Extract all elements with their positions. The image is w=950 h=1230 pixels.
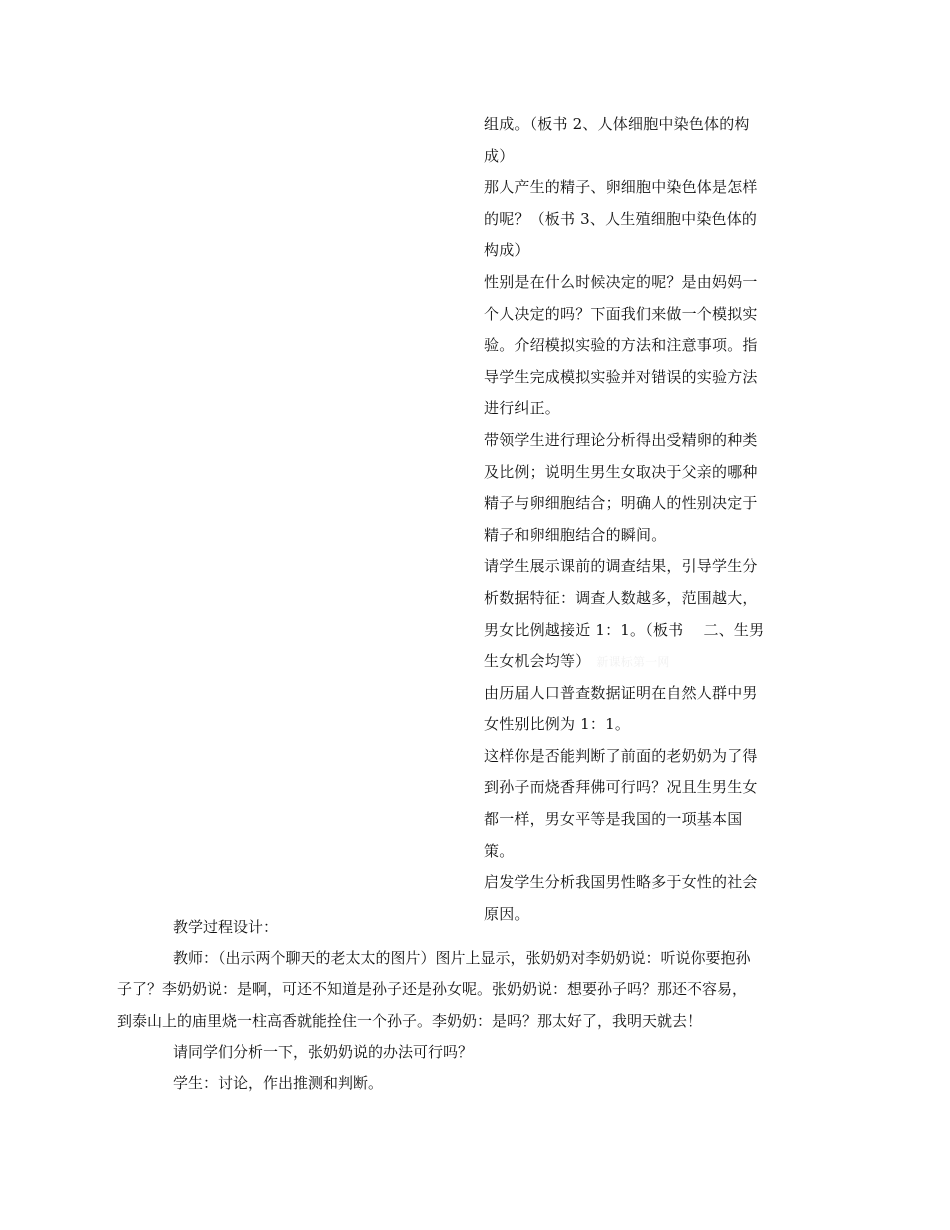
paragraph-line: 教师：（出示两个聊天的老太太的图片）图片上显示，张奶奶对李奶奶说：听说你要抱孙 [173, 949, 751, 968]
column-line: 精子与卵细胞结合；明确人的性别决定于 [484, 494, 758, 513]
column-line: 策。 [484, 841, 515, 860]
column-line: 析数据特征：调查人数越多，范围越大， [484, 588, 758, 607]
column-line: 原因。 [484, 904, 530, 923]
column-line-with-mark [484, 646, 814, 678]
paragraph-line: 到泰山上的庙里烧一柱高香就能拴住一个孙子。李奶奶：是吗？那太好了，我明天就去！ [117, 1011, 703, 1030]
column-line: 构成） [484, 241, 530, 260]
column-line: 及比例；说明生男生女取决于父亲的哪种 [484, 462, 758, 481]
paragraph-line: 请同学们分析一下，张奶奶说的办法可行吗？ [173, 1042, 474, 1061]
column-line-text: 生女机会均等） [484, 652, 591, 671]
paragraph-line: 学生：讨论，作出推测和判断。 [173, 1073, 384, 1092]
section-heading: 教学过程设计： [173, 918, 279, 936]
column-line: 个人决定的吗？下面我们来做一个模拟实 [484, 304, 758, 323]
column-line: 那人产生的精子、卵细胞中染色体是怎样 [484, 178, 758, 197]
column-line: 进行纠正。 [484, 399, 561, 418]
column-line: 到孙子而烧香拜佛可行吗？况且生男生女 [484, 778, 758, 797]
column-line: 的呢？（板书 3、人生殖细胞中染色体的 [484, 209, 758, 228]
column-line: 请学生展示课前的调查结果，引导学生分 [484, 557, 758, 576]
column-line: 由历届人口普查数据证明在自然人群中男 [484, 683, 758, 702]
paragraph-line: 子了？李奶奶说：是啊，可还不知道是孙子还是孙女呢。张奶奶说：想要孙子吗？那还不容易， [117, 980, 748, 999]
column-line: 精子和卵细胞结合的瞬间。 [484, 525, 667, 544]
faint-watermark: 新课标第一网 [596, 655, 670, 670]
column-line: 都一样，男女平等是我国的一项基本国 [484, 810, 743, 829]
column-line: 这样你是否能判断了前面的老奶奶为了得 [484, 746, 758, 765]
column-line: 男女比例越接近 1：1。（板书 二、生男 [484, 620, 765, 639]
column-line: 验。介绍模拟实验的方法和注意事项。指 [484, 336, 758, 355]
teaching-activity-column [484, 109, 814, 930]
column-line: 女性别比例为 1：1。 [484, 715, 631, 734]
column-line: 成） [484, 146, 515, 165]
column-line: 性别是在什么时候决定的呢？是由妈妈一 [484, 272, 758, 291]
column-line: 组成。（板书 2、人体细胞中染色体的构 [484, 115, 750, 133]
teaching-process-section [117, 912, 825, 1099]
column-line: 带领学生进行理论分析得出受精卵的种类 [484, 430, 758, 449]
column-line: 导学生完成模拟实验并对错误的实验方法 [484, 367, 758, 386]
column-line: 启发学生分析我国男性略多于女性的社会 [484, 873, 758, 892]
